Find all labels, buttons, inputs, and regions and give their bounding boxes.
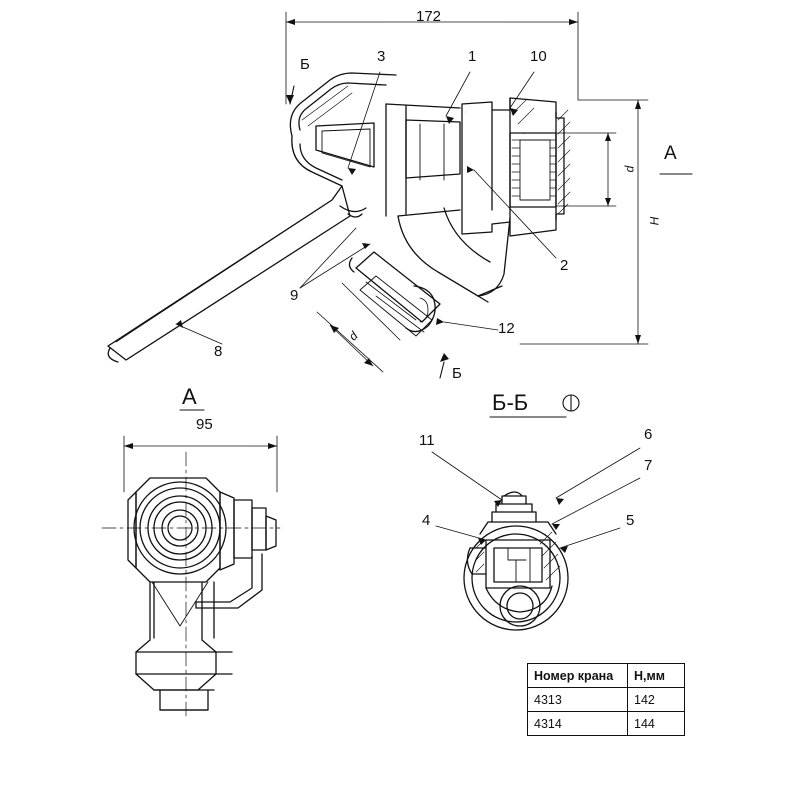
callout-12: 12 (498, 320, 515, 337)
dimension-label-95: 95 (196, 416, 213, 433)
callout-11: 11 (419, 432, 435, 449)
dimension-label-d-bottom: d (346, 328, 361, 344)
dimension-H (520, 100, 648, 344)
table-cell-number: 4313 (528, 688, 628, 712)
callout-9: 9 (290, 287, 299, 304)
table-header-number: Номер крана (528, 664, 628, 688)
callout-2: 2 (560, 257, 569, 274)
view-a-title: А (182, 384, 197, 409)
dimension-label-172: 172 (416, 8, 442, 25)
table-header-h: H,мм (628, 664, 685, 688)
callout-1: 1 (468, 48, 477, 65)
callout-6: 6 (644, 426, 653, 443)
spec-table (527, 663, 685, 736)
view-a-drawing (102, 436, 280, 716)
view-a-marker-label: А (664, 143, 677, 164)
section-mark-b-top: Б (300, 56, 310, 73)
callout-5: 5 (626, 512, 635, 529)
dimension-d-right (556, 133, 616, 206)
section-bb-drawing (464, 492, 568, 630)
main-view-valve (108, 73, 570, 362)
table-header-row (528, 664, 685, 688)
dimension-label-H: H (647, 216, 662, 226)
section-arrow-b-top (286, 86, 294, 104)
callout-10: 10 (530, 48, 547, 65)
table-cell-h: 144 (628, 712, 685, 736)
table-cell-h: 142 (628, 688, 685, 712)
table-cell-number: 4314 (528, 712, 628, 736)
callout-8: 8 (214, 343, 223, 360)
callout-3: 3 (377, 48, 386, 65)
dimension-label-d-right: d (622, 165, 637, 173)
section-arrow-b-bottom (440, 353, 449, 378)
callout-4: 4 (422, 512, 431, 529)
section-bb-title: Б-Б (492, 390, 529, 415)
section-mark-b-bottom: Б (452, 365, 462, 382)
table-row (528, 712, 685, 736)
callout-7: 7 (644, 457, 653, 474)
leader-lines-section (432, 448, 640, 553)
dimension-d-bottom (317, 283, 400, 372)
section-bb-symbol (563, 395, 579, 411)
table-row (528, 688, 685, 712)
